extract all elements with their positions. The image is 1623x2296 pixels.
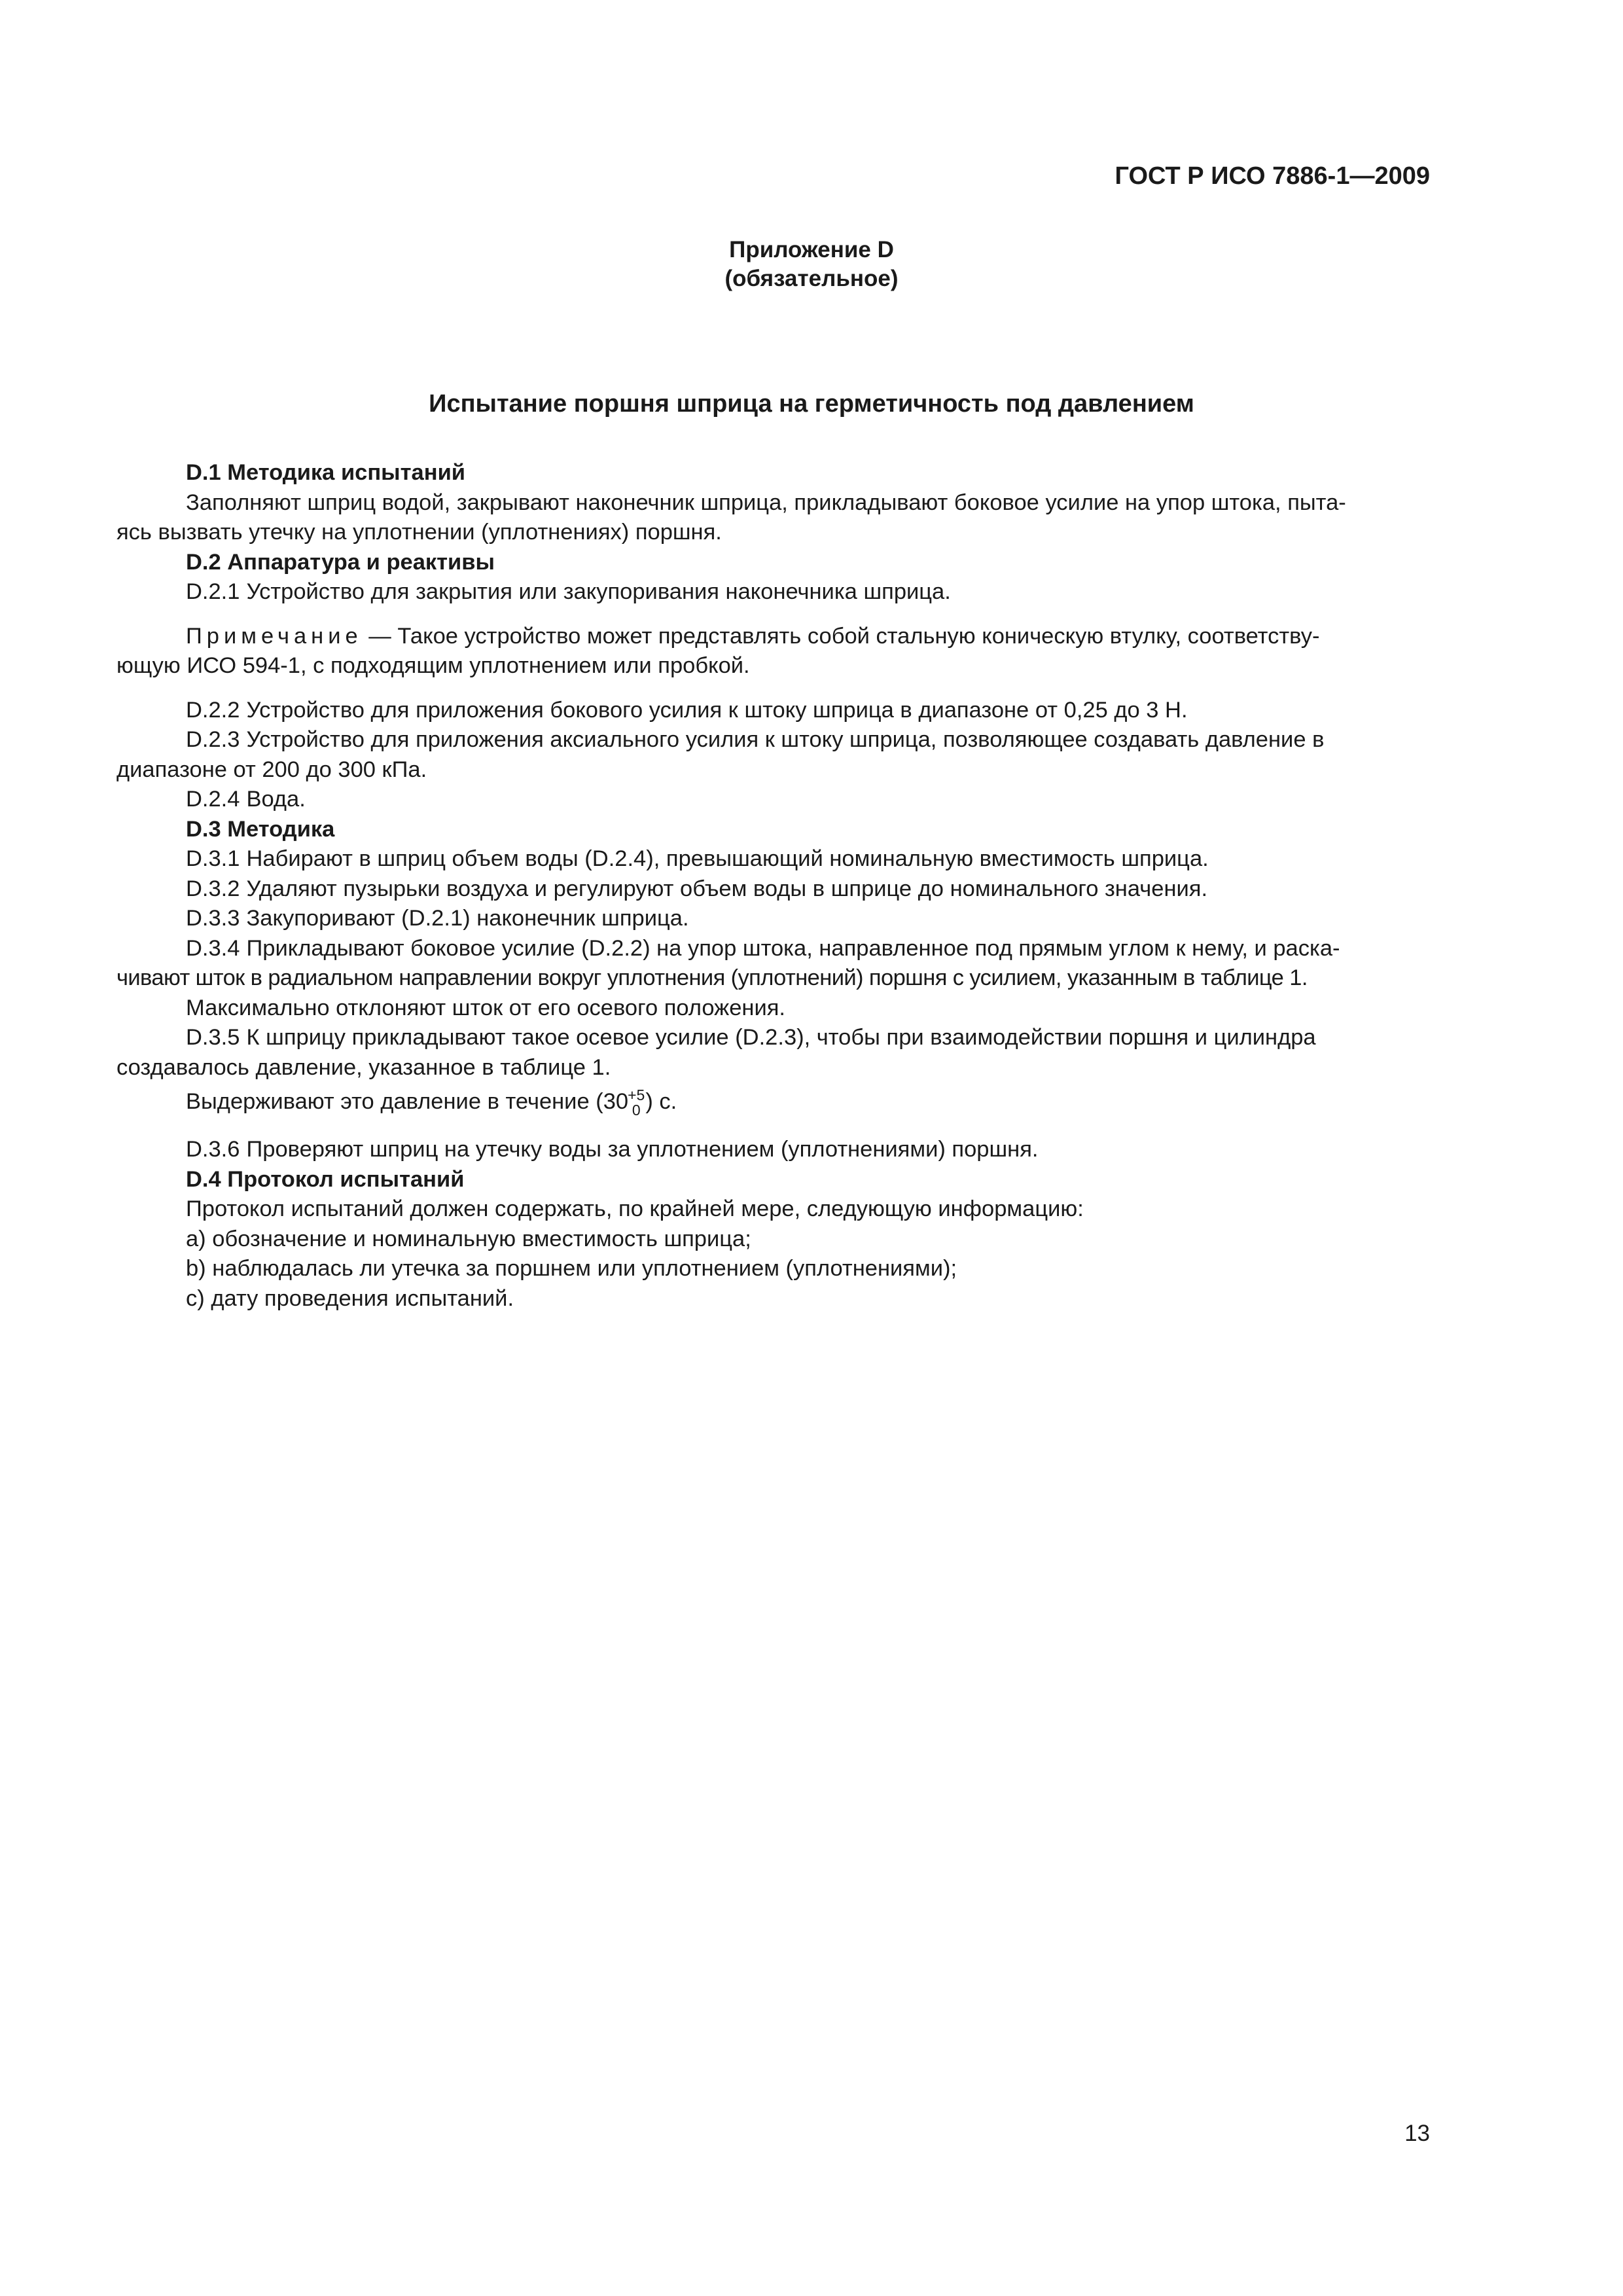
clause-text: Устройство для закрытия или закупоривания наконечника шприца.	[246, 579, 951, 604]
clause-text: Проверяют шприц на утечку воды за уплотнением (уплотнениями) поршня.	[246, 1137, 1039, 1162]
section-heading-d2: D.2 Аппаратура и реактивы	[186, 549, 495, 575]
paragraph-line: ясь вызвать утечку на уплотнении (уплотнениях) поршня.	[116, 520, 722, 545]
list-item: a) обозначение и номинальную вместимость шприца;	[186, 1226, 751, 1251]
clause-text-continued: диапазоне от 200 до 300 кПа.	[116, 757, 427, 782]
hold-prefix: Выдерживают это давление в течение (30	[186, 1089, 629, 1114]
clause-d3-3	[116, 904, 1425, 934]
clause-number: D.3.6	[186, 1137, 240, 1162]
clause-number: D.2.4	[186, 787, 240, 812]
tolerance-lower: 0	[632, 1101, 641, 1119]
document-code: ГОСТ Р ИСО 7886-1—2009	[1115, 162, 1430, 190]
clause-text-continued: создавалось давление, указанное в таблице 1.	[116, 1054, 611, 1080]
clause-number: D.3.5	[186, 1025, 240, 1050]
clause-d3-5	[116, 1023, 1425, 1053]
report-intro: Протокол испытаний должен содержать, по крайней мере, следующую информацию:	[186, 1196, 1084, 1221]
clause-text: Прикладывают боковое усилие (D.2.2) на упор штока, направленное под прямым углом к нему, и раска-	[246, 935, 1340, 961]
tolerance	[628, 1088, 645, 1118]
note-text: — Такое устройство может представлять собой стальную коническую втулку, соответству-	[362, 623, 1320, 649]
annex-status: (обязательное)	[724, 266, 899, 291]
clause-d3-4	[116, 934, 1425, 964]
clause-text: Вода.	[246, 787, 306, 812]
clause-text: Набирают в шприц объем воды (D.2.4), превышающий номинальную вместимость шприца.	[246, 846, 1209, 871]
section-heading-d4: D.4 Протокол испытаний	[186, 1166, 465, 1192]
clause-number: D.3.2	[186, 876, 240, 901]
clause-d3-6	[116, 1135, 1425, 1165]
clause-text: Удаляют пузырьки воздуха и регулируют объем воды в шприце до номинального значения.	[246, 876, 1208, 901]
annex-heading	[0, 236, 1623, 293]
hold-duration	[116, 1083, 1425, 1121]
tolerance-upper: +5	[628, 1086, 645, 1103]
clause-text-continued: чивают шток в радиальном направлении вокруг уплотнения (уплотнений) поршня с усилием, указанным в таблице 1.	[116, 965, 1308, 990]
document-body	[116, 458, 1425, 1314]
clause-number: D.2.3	[186, 727, 240, 752]
clause-text-continued: Максимально отклоняют шток от его осевого положения.	[186, 995, 786, 1020]
clause-text: Закупоривают (D.2.1) наконечник шприца.	[246, 906, 689, 931]
clause-d3-1	[116, 844, 1425, 874]
section-heading-d1: D.1 Методика испытаний	[186, 460, 465, 485]
clause-number: D.3.1	[186, 846, 240, 871]
annex-title: Испытание поршня шприца на герметичность под давлением	[429, 390, 1194, 418]
clause-text: Устройство для приложения аксиального усилия к штоку шприца, позволяющее создавать давление в	[246, 727, 1325, 752]
clause-number: D.3.4	[186, 935, 240, 961]
clause-d3-2	[116, 874, 1425, 905]
clause-d2-4	[116, 785, 1425, 815]
clause-d2-3	[116, 725, 1425, 755]
clause-text: Устройство для приложения бокового усилия к штоку шприца в диапазоне от 0,25 до 3 Н.	[246, 697, 1188, 723]
clause-text: К шприцу прикладывают такое осевое усилие (D.2.3), чтобы при взаимодействии поршня и цилиндра	[246, 1025, 1316, 1050]
list-item: c) дату проведения испытаний.	[186, 1285, 514, 1311]
paragraph-line: Заполняют шприц водой, закрывают наконечник шприца, прикладывают боковое усилие на упор штока, пыта-	[186, 490, 1346, 515]
clause-d2-1	[116, 577, 1425, 607]
list-item: b) наблюдалась ли утечка за поршнем или уплотнением (уплотнениями);	[186, 1256, 957, 1281]
section-heading-d3: D.3 Методика	[186, 816, 335, 842]
clause-d2-2	[116, 696, 1425, 726]
hold-suffix: ) с.	[645, 1089, 677, 1114]
clause-number: D.3.3	[186, 906, 240, 931]
note-text-continued: ющую ИСО 594-1, с подходящим уплотнением или пробкой.	[116, 653, 750, 678]
clause-number: D.2.1	[186, 579, 240, 604]
page-number: 13	[1404, 2121, 1430, 2146]
note	[116, 622, 1425, 652]
note-label: Примечание	[186, 623, 363, 649]
clause-number: D.2.2	[186, 697, 240, 723]
annex-label: Приложение D	[729, 237, 894, 262]
